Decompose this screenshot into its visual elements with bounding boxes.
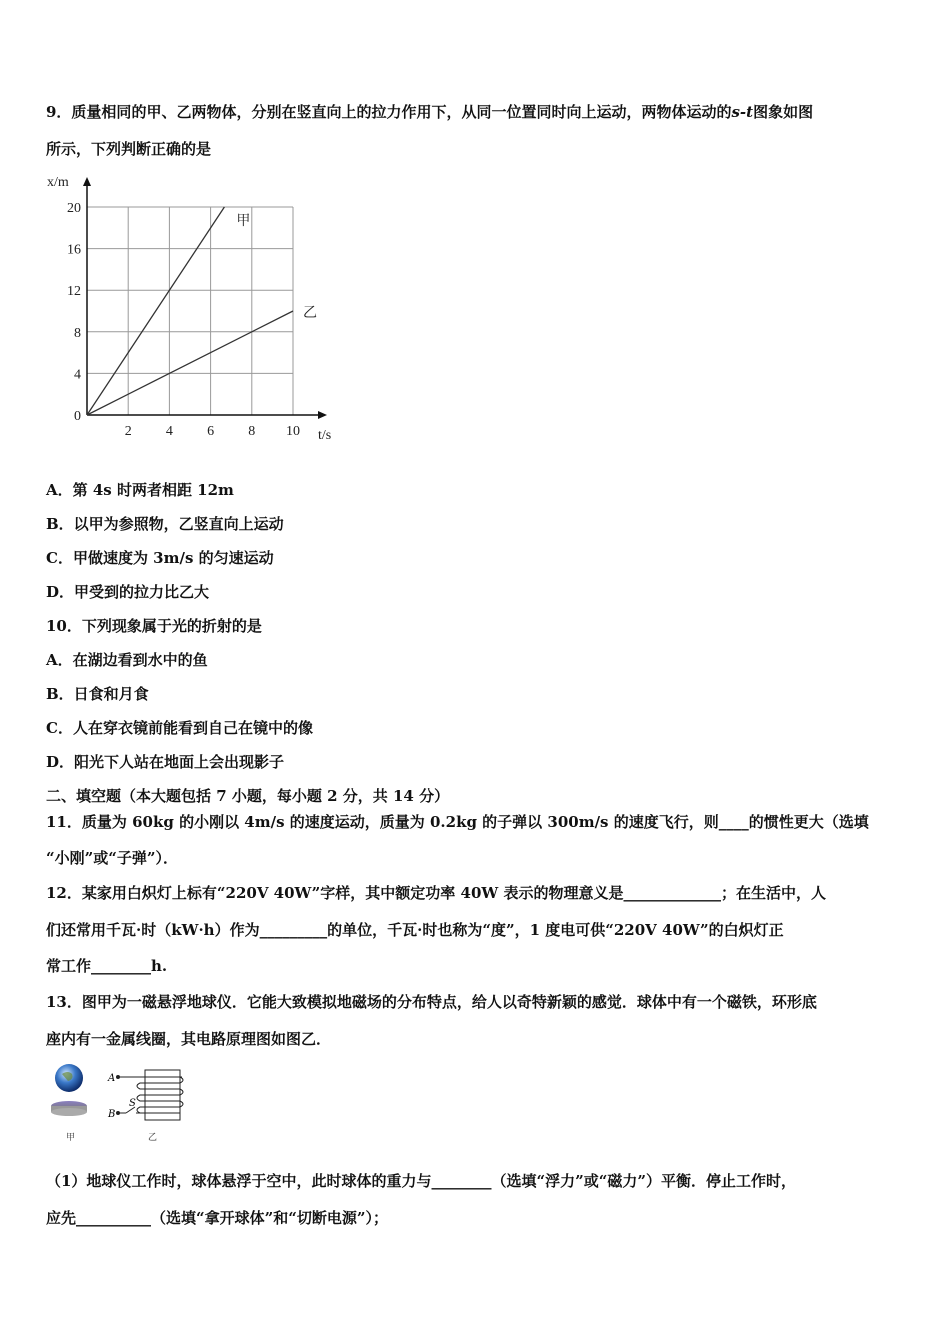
maglev-figure <box>40 1060 200 1150</box>
st-label: s-t <box>731 103 754 121</box>
y-axis-arrow <box>83 177 91 186</box>
fig-label-s: S <box>129 1098 136 1109</box>
coil-circuit <box>117 1070 184 1120</box>
q9-text: 9．质量相同的甲、乙两物体，分别在竖直向上的拉力作用下，从同一位置同时向上运动，两物体运动的 <box>46 103 732 121</box>
q13-line2: 座内有一金属线圈，其电路原理图如图乙． <box>46 1030 332 1048</box>
chart-series <box>87 207 293 415</box>
section2-heading: 二、填空题（本大题包括 7 小题，每小题 2 分，共 14 分） <box>46 787 450 805</box>
q12-line2: 们还常用千瓦·时（kW·h）作为_________的单位，千瓦·时也称为“度”，1 度电可供“220V 40W”的白炽灯正 <box>46 921 784 939</box>
x-axis-label: t/s <box>318 428 332 443</box>
x-tick-label: 4 <box>165 424 173 439</box>
y-axis-label: x/m <box>47 175 69 190</box>
q10-stem: 10．下列现象属于光的折射的是 <box>46 617 262 635</box>
y-tick-label: 16 <box>67 242 81 258</box>
x-tick-label: 8 <box>248 424 256 439</box>
y-tick-label: 0 <box>74 409 81 424</box>
chart-labels <box>47 175 331 443</box>
y-tick-label: 12 <box>67 284 81 300</box>
q12-line3: 常工作________h. <box>46 957 168 975</box>
q9-option-d: D．甲受到的拉力比乙大 <box>46 583 210 601</box>
q13-sub1-line2: 应先__________（选填“拿开球体”和“切断电源”）； <box>46 1209 389 1227</box>
x-tick-label: 6 <box>207 424 215 439</box>
chart-axes <box>83 177 327 419</box>
q9-option-a: A．第 4s 时两者相距 12m <box>46 481 234 499</box>
series-line <box>87 311 293 415</box>
q10-option-b: B．日食和月食 <box>46 685 149 703</box>
fig-label-jia: 甲 <box>66 1133 76 1143</box>
q10-option-d: D．阳光下人站在地面上会出现影子 <box>46 753 285 771</box>
q10-option-c: C．人在穿衣镜前能看到自己在镜中的像 <box>46 719 313 737</box>
x-tick-label: 2 <box>124 424 132 439</box>
x-axis-arrow <box>318 411 327 419</box>
q13-line1: 13．图甲为一磁悬浮地球仪．它能大致模拟地磁场的分布特点，给人以奇特新颖的感觉．球体中有一个磁铁，环形底 <box>46 993 817 1011</box>
q11-line2: “小刚”或“子弹”）． <box>46 849 179 867</box>
st-chart <box>40 170 340 450</box>
q9-stem-line2: 所示，下列判断正确的是 <box>46 140 212 158</box>
x-tick-label: 10 <box>286 424 300 439</box>
series-label: 甲 <box>236 214 251 229</box>
q11-line1: 11．质量为 60kg 的小刚以 4m/s 的速度运动，质量为 0.2kg 的子弹以 300m/s 的速度飞行，则____的惯性更大（选填 <box>46 813 869 831</box>
q13-sub1-line1: （1）地球仪工作时，球体悬浮于空中，此时球体的重力与________（选填“浮力”或“磁力”）平衡．停止工作时， <box>46 1172 796 1190</box>
q9-option-b: B．以甲为参照物，乙竖直向上运动 <box>46 515 284 533</box>
q12-line1: 12．某家用白炽灯上标有“220V 40W”字样，其中额定功率 40W 表示的物理意义是_____________；在生活中，人 <box>46 884 826 902</box>
y-tick-label: 4 <box>74 367 81 383</box>
fig-label-a: A <box>108 1073 116 1084</box>
fig-label-yi: 乙 <box>148 1133 158 1143</box>
globe-icon <box>51 1064 87 1116</box>
series-label: 乙 <box>303 306 317 321</box>
fig-label-b: B <box>108 1109 116 1120</box>
q9-text: 图象如图 <box>753 103 814 121</box>
y-tick-label: 8 <box>74 325 81 341</box>
y-tick-label: 20 <box>67 201 81 216</box>
q10-option-a: A．在湖边看到水中的鱼 <box>46 651 208 669</box>
q9-option-c: C．甲做速度为 3m/s 的匀速运动 <box>46 549 274 567</box>
chart-grid <box>87 207 293 415</box>
series-line <box>87 207 224 415</box>
q9-stem-line1 <box>46 102 813 122</box>
